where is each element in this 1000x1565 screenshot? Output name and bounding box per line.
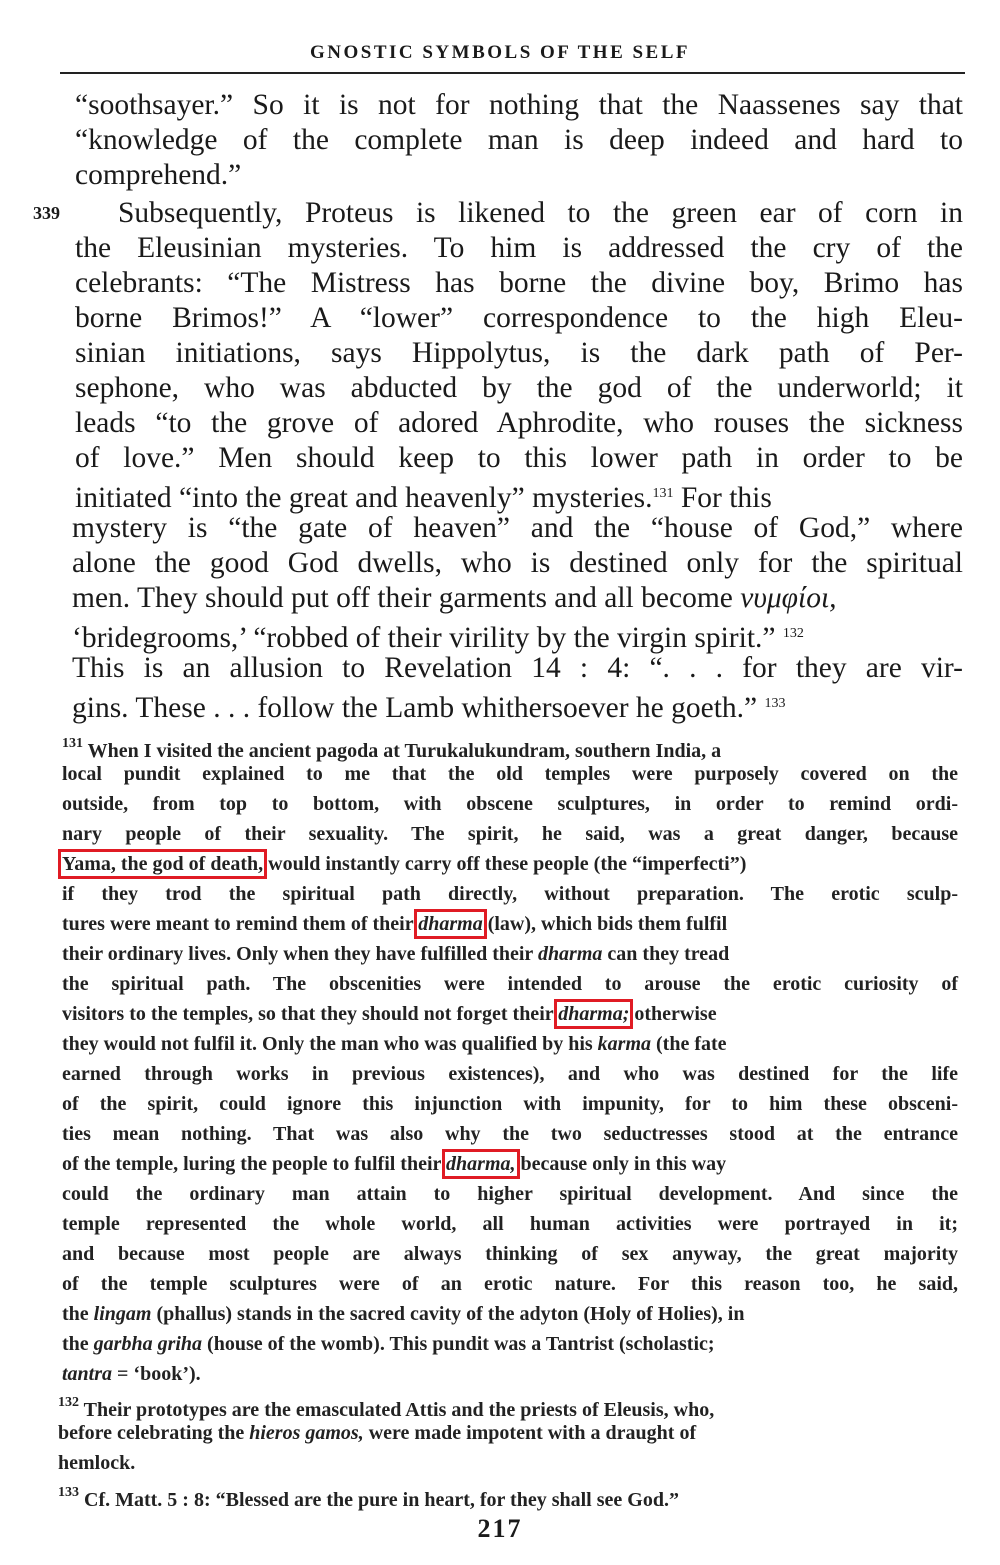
footnote-line — [62, 999, 958, 1029]
main-line — [72, 686, 786, 726]
main-line: borne Brimos!” A “lower” correspondence to the high Eleu- — [75, 302, 963, 334]
footnote-text: visitors to the temples, so that they should not forget their — [62, 1003, 559, 1025]
italic-karma: karma — [597, 1033, 651, 1055]
footnote-text: because only in this way — [515, 1153, 727, 1175]
footnote-line: local pundit explained to me that the old temples were purposely covered on the — [62, 763, 958, 785]
footnote-ref[interactable]: 131 — [652, 486, 674, 501]
footnote-line — [62, 849, 958, 879]
footnote-line: of the temple sculptures were of an erotic nature. For this reason too, he said, — [62, 1273, 958, 1295]
footnote-133-line — [58, 1478, 958, 1515]
main-line — [72, 581, 837, 616]
footnote-line — [62, 1029, 958, 1059]
main-line: “soothsayer.” So it is not for nothing that the Naassenes say that — [75, 89, 963, 121]
footnote-text: (the fate — [651, 1033, 727, 1055]
footnote-text: tures were meant to remind them of their — [62, 913, 419, 935]
footnote-text: the — [62, 1333, 94, 1355]
footnote-line: outside, from top to bottom, with obscene sculptures, in order to remind ordi- — [62, 793, 958, 815]
highlight-dharma-3: dharma, — [446, 1153, 516, 1175]
main-line-text: initiated “into the great and heavenly” mysteries. — [75, 482, 653, 514]
main-line-text: men. They should put off their garments and all become — [72, 582, 741, 614]
footnote-ref[interactable]: 133 — [764, 696, 786, 711]
footnote-line — [58, 1418, 958, 1448]
footnote-text: (phallus) stands in the sacred cavity of the adyton (Holy of Holies), in — [151, 1303, 745, 1325]
page-number: 217 — [477, 1514, 523, 1543]
main-line: This is an allusion to Revelation 14 : 4: “. . . for they are vir- — [72, 652, 963, 684]
footnote-text: Their prototypes are the emasculated Attis and the priests of Eleusis, who, — [83, 1399, 715, 1421]
footnote-line: and because most people are always thinking of sex anyway, the great majority — [62, 1243, 958, 1265]
main-line: mystery is “the gate of heaven” and the “house of God,” where — [72, 512, 963, 544]
italic-hieros-gamos: hieros gamos, — [249, 1422, 364, 1444]
main-line: Subsequently, Proteus is likened to the green ear of corn in — [118, 197, 963, 229]
highlight-dharma-2: dharma; — [558, 1003, 630, 1025]
footnote-text: they would not fulfil it. Only the man who was qualified by his — [62, 1033, 598, 1055]
main-line: sinian initiations, says Hippolytus, is the dark path of Per- — [75, 337, 963, 369]
italic-tantra: tantra — [62, 1363, 113, 1385]
greek-word: νυμφίοι, — [740, 582, 837, 614]
main-line: alone the good God dwells, who is destined only for the spiritual — [72, 547, 963, 579]
footnote-line: ties mean nothing. That was also why the two seductresses stood at the entrance — [62, 1123, 958, 1145]
main-line-text: gins. These . . . follow the Lamb whithersoever he goeth.” — [72, 692, 758, 724]
highlight-dharma-1: dharma — [418, 913, 483, 935]
footnote-number: 131 — [62, 736, 83, 751]
main-line: the Eleusinian mysteries. To him is addressed the cry of the — [75, 232, 963, 264]
footnote-text: (house of the womb). This pundit was a Tantrist (scholastic; — [202, 1333, 715, 1355]
footnote-line — [62, 1329, 958, 1359]
main-line: of love.” Men should keep to this lower path in order to be — [75, 442, 963, 474]
footnote-text: the — [62, 1303, 94, 1325]
footnote-line — [62, 1149, 958, 1179]
footnote-text: before celebrating the — [58, 1422, 250, 1444]
footnote-line: if they trod the spiritual path directly, without preparation. The erotic sculp- — [62, 883, 958, 905]
footnote-text: can they tread — [602, 943, 730, 965]
main-line — [72, 616, 804, 656]
footnote-line: earned through works in previous existences), and who was destined for the life — [62, 1063, 958, 1085]
main-line: leads “to the grove of adored Aphrodite, who rouses the sickness — [75, 407, 963, 439]
footnote-text: of the temple, luring the people to fulfil their — [62, 1153, 447, 1175]
footnote-line: of the spirit, could ignore this injunction with impunity, for to him these obsceni- — [62, 1093, 958, 1115]
paragraph-number: 339 — [33, 203, 60, 223]
main-line-text: ‘bridegrooms,’ “robbed of their virility by the virgin spirit.” — [72, 622, 776, 654]
italic-dharma: dharma — [537, 943, 603, 965]
footnote-line: temple represented the whole world, all human activities were portrayed in it; — [62, 1213, 958, 1235]
main-line: comprehend.” — [75, 159, 242, 191]
main-line: celebrants: “The Mistress has borne the divine boy, Brimo has — [75, 267, 963, 299]
footnote-line — [62, 1359, 958, 1389]
footnote-line: could the ordinary man attain to higher spiritual development. And since the — [62, 1183, 958, 1205]
running-head: GNOSTIC SYMBOLS OF THE SELF — [309, 42, 691, 63]
highlight-yama: Yama, the god of death, — [62, 853, 264, 875]
footnote-line — [62, 939, 958, 969]
footnote-line — [62, 909, 958, 939]
footnote-number: 132 — [58, 1395, 79, 1410]
main-line-text: For this — [673, 482, 772, 514]
footnote-text: Cf. Matt. 5 : 8: “Blessed are the pure in heart, for they shall see God.” — [84, 1489, 679, 1511]
footnote-line: nary people of their sexuality. The spirit, he said, was a great danger, because — [62, 823, 958, 845]
footnote-text: (law), which bids them fulfil — [482, 913, 728, 935]
italic-garbha-griha: garbha griha — [93, 1333, 203, 1355]
footnote-text: were made impotent with a draught of — [363, 1422, 697, 1444]
footnote-line — [62, 1299, 958, 1329]
footnote-text: = ‘book’). — [112, 1363, 201, 1385]
main-line: sephone, who was abducted by the god of the underworld; it — [75, 372, 963, 404]
italic-lingam: lingam — [93, 1303, 152, 1325]
footnote-text: otherwise — [629, 1003, 717, 1025]
footnote-ref[interactable]: 132 — [782, 626, 804, 641]
footnote-line: hemlock. — [58, 1452, 136, 1474]
main-line — [75, 476, 772, 516]
footnote-line: the spiritual path. The obscenities were intended to arouse the erotic curiosity of — [62, 973, 958, 995]
footnote-number: 133 — [58, 1485, 79, 1500]
main-line: “knowledge of the complete man is deep indeed and hard to — [75, 124, 963, 156]
footnote-text: their ordinary lives. Only when they have fulfilled their — [62, 943, 538, 965]
footnote-text: would instantly carry off these people (the “imperfecti”) — [263, 853, 747, 875]
header-rule — [60, 72, 965, 74]
footnote-text: When I visited the ancient pagoda at Turukalukundram, southern India, a — [87, 740, 722, 762]
